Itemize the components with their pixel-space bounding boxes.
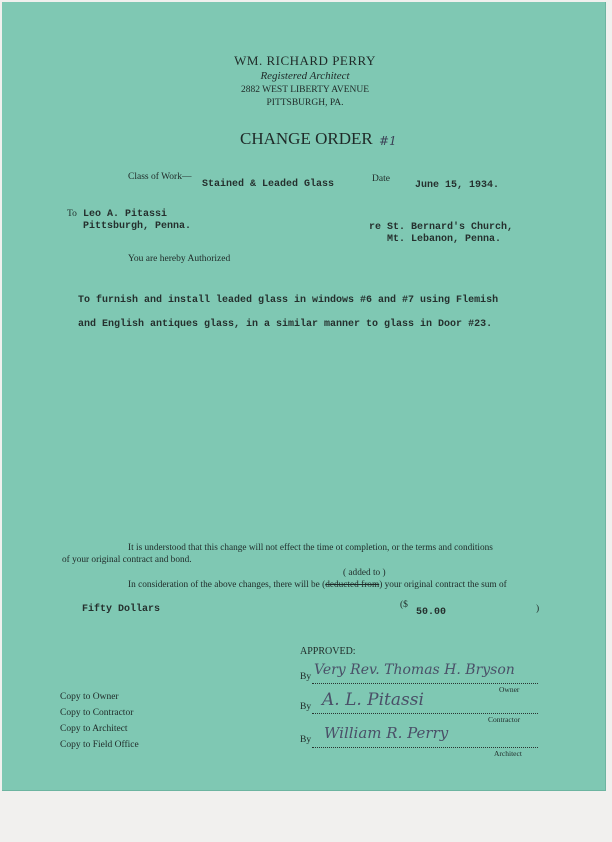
contractor-role: Contractor — [488, 715, 521, 724]
amount-open-paren: ($ — [400, 600, 408, 610]
contractor-by-label: By — [300, 702, 312, 712]
re-line-2: Mt. Lebanon, Penna. — [387, 234, 502, 245]
date-label: Date — [372, 174, 390, 184]
architect-by-label: By — [300, 735, 312, 745]
approved-heading: APPROVED: — [300, 646, 356, 657]
owner-by-label: By — [300, 672, 312, 682]
amount-figure: 50.00 — [416, 607, 447, 618]
terms-line-3-post: ) your original contract the sum of — [379, 580, 507, 590]
architect-role: Architect — [494, 749, 522, 758]
owner-signature-line — [312, 683, 538, 684]
architect-signature-line — [312, 747, 538, 748]
copy-field-office: Copy to Field Office — [60, 740, 139, 750]
contractor-signature-line — [312, 713, 538, 714]
terms-line-3-struck: deducted from — [325, 580, 380, 590]
copy-architect: Copy to Architect — [60, 724, 128, 734]
terms-line-3 — [128, 580, 507, 590]
to-city: Pittsburgh, Penna. — [83, 221, 192, 232]
terms-line-2: of your original contract and bond. — [62, 555, 192, 565]
letterhead-title: Registered Architect — [260, 70, 350, 82]
letterhead-name: WM. RICHARD PERRY — [234, 53, 376, 68]
class-of-work-value: Stained & Leaded Glass — [202, 179, 335, 190]
class-of-work-label: Class of Work— — [128, 172, 192, 182]
re-line-1: re St. Bernard's Church, — [369, 222, 514, 233]
authorized-text: You are hereby Authorized — [128, 254, 231, 264]
amount-words: Fifty Dollars — [82, 604, 161, 615]
body-line-1: To furnish and install leaded glass in windows #6 and #7 using Flemish — [78, 295, 499, 306]
owner-signature: Very Rev. Thomas H. Bryson — [314, 662, 515, 678]
added-to-note: ( added to ) — [343, 568, 386, 578]
copy-contractor: Copy to Contractor — [60, 708, 134, 718]
change-order-sheet — [2, 2, 606, 791]
terms-line-1: It is understood that this change will not effect the time ot completion, or the terms and conditions — [128, 543, 493, 553]
letterhead-address: 2882 WEST LIBERTY AVENUE — [240, 85, 370, 95]
owner-role: Owner — [499, 685, 520, 694]
amount-close-paren: ) — [536, 604, 540, 614]
architect-signature: William R. Perry — [324, 724, 449, 742]
change-order-number: #1 — [379, 134, 397, 148]
to-label: To — [67, 209, 77, 219]
to-name: Leo A. Pitassi — [83, 209, 168, 220]
body-line-2: and English antiques glass, in a similar manner to glass in Door #23. — [78, 319, 493, 330]
page-title: CHANGE ORDER — [240, 129, 373, 148]
contractor-signature: A. L. Pitassi — [322, 690, 424, 710]
copy-owner: Copy to Owner — [60, 692, 119, 702]
terms-line-3-pre: In consideration of the above changes, there will be ( — [128, 580, 326, 590]
date-value: June 15, 1934. — [415, 180, 500, 191]
letterhead-city: PITTSBURGH, PA. — [266, 98, 344, 108]
